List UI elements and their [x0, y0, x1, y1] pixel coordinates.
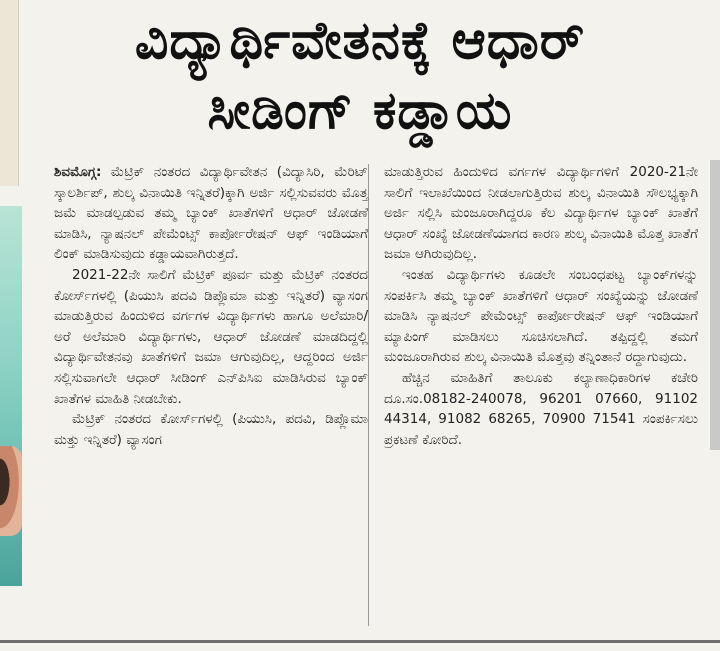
paragraph: ಮೆಟ್ರಿಕ್ ನಂತರದ ಕೋರ್ಸ್‌ಗಳಲ್ಲಿ (ಪಿಯುಸಿ, ಪದವಿ, ಡಿಪ್ಲೊಮಾ ಮತ್ತು ಇನ್ನಿತರೆ) ವ್ಯಾಸಂಗ	[54, 411, 368, 448]
article-column-right	[384, 162, 698, 632]
adjacent-article-edge-right	[710, 160, 720, 450]
bottom-rule	[0, 640, 720, 643]
adjacent-photo-figure	[0, 446, 22, 536]
paragraph: ಹೆಚ್ಚಿನ ಮಾಹಿತಿಗೆ ತಾಲೂಕು ಕಲ್ಯಾಣಾಧಿಕಾರಿಗಳ ಕಚೇರಿ ದೂ.ಸಂ.08182-240078, 96201 07660, 91102 44314, 91082 68265, 70900 71541 ಸಂಪರ್ಕಿಸಲು ಪ್ರಕಟಣೆ ಕೋರಿದೆ.	[384, 369, 698, 448]
dateline: ಶಿವಮೊಗ್ಗ:	[54, 164, 102, 180]
adjacent-photo-edge	[0, 206, 22, 586]
article-column-left	[54, 162, 368, 632]
paragraph	[54, 162, 368, 265]
headline-line-1: ವಿದ್ಯಾರ್ಥಿವೇತನಕ್ಕೆ ಆಧಾರ್	[134, 11, 586, 71]
headline	[40, 6, 680, 146]
headline-line-2: ಸೀಡಿಂಗ್ ಕಡ್ಡಾಯ	[207, 81, 513, 141]
paragraph: ಮಾಡುತ್ತಿರುವ ಹಿಂದುಳಿದ ವರ್ಗಗಳ ವಿದ್ಯಾರ್ಥಿಗಳಿಗೆ 2020-21ನೇ ಸಾಲಿಗೆ ಇಲಾಖೆಯಿಂದ ನೀಡಲಾಗುತ್ತಿರುವ ಶುಲ್ಕ ವಿನಾಯಿತಿ ಸೌಲಭ್ಯಕ್ಕಾಗಿ ಅರ್ಜಿ ಸಲ್ಲಿಸಿ ಮಂಜೂರಾಗಿದ್ದರೂ ಕೆಲ ವಿದ್ಯಾರ್ಥಿಗಳ ಬ್ಯಾಂಕ್ ಖಾತೆಗೆ ಆಧಾರ್ ಸಂಖ್ಯೆ ಜೋಡಣೆಯಾಗದ ಕಾರಣ ಶುಲ್ಕ ವಿನಾಯಿತಿ ಮೊತ್ತ ಖಾತೆಗೆ ಜಮಾ ಆಗಿರುವುದಿಲ್ಲ.	[384, 164, 698, 263]
adjacent-article-edge-top	[0, 0, 19, 186]
paragraph-text: ಮೆಟ್ರಿಕ್ ನಂತರದ ವಿದ್ಯಾರ್ಥಿವೇತನ (ವಿದ್ಯಾಸಿರಿ, ಮೆರಿಟ್ ಸ್ಕಾಲರ್ಶಿಪ್, ಶುಲ್ಕ ವಿನಾಯಿತಿ ಇನ್ನಿತರೆ)ಕ್ಕಾಗಿ ಅರ್ಜಿ ಸಲ್ಲಿಸುವವರು ಮೊತ್ತ ಜಮೆ ಮಾಡಲ್ಪಡುವ ತಮ್ಮ ಬ್ಯಾಂಕ್ ಖಾತೆಗಳಿಗೆ ಆಧಾರ್ ಜೋಡಣೆ ಮಾಡಿಸಿ, ನ್ಯಾಷನಲ್ ಪೇಮೆಂಟ್ಸ್ ಕಾರ್ಪೋರೇಷನ್ ಆಫ್ ಇಂಡಿಯಾಗೆ ಲಿಂಕ್ ಮಾಡಿಸುವುದು ಕಡ್ಡಾಯವಾಗಿರುತ್ತದೆ.	[54, 164, 368, 263]
paragraph: ಇಂತಹ ವಿದ್ಯಾರ್ಥಿಗಳು ಕೂಡಲೇ ಸಂಬಂಧಪಟ್ಟ ಬ್ಯಾಂಕ್‌ಗಳನ್ನು ಸಂಪರ್ಕಿಸಿ ತಮ್ಮ ಬ್ಯಾಂಕ್ ಖಾತೆಗಳಿಗೆ ಆಧಾರ್ ಸಂಖ್ಯೆಯನ್ನು ಜೋಡಣೆ ಮಾಡಿಸಿ ನ್ಯಾಷನಲ್ ಪೇಮೆಂಟ್ಸ್ ಕಾರ್ಪೋರೇಷನ್ ಆಫ್ ಇಂಡಿಯಾಗೆ ಮ್ಯಾಪಿಂಗ್ ಮಾಡಿಸಲು ಸೂಚಿಸಲಾಗಿದೆ. ತಪ್ಪಿದ್ದಲ್ಲಿ ತಮಗೆ ಮಂಜೂರಾಗಿರುವ ಶುಲ್ಕ ವಿನಾಯಿತಿ ಮೊತ್ತವು ತನ್ನಿಂತಾನೆ ರದ್ದಾಗುವುದು.	[384, 266, 698, 366]
article-body	[54, 162, 702, 632]
paragraph: 2021-22ನೇ ಸಾಲಿಗೆ ಮೆಟ್ರಿಕ್ ಪೂರ್ವ ಮತ್ತು ಮೆಟ್ರಿಕ್ ನಂತರದ ಕೋರ್ಸ್‌ಗಳಲ್ಲಿ (ಪಿಯುಸಿ ಪದವಿ ಡಿಪ್ಲೊಮಾ ಮತ್ತು ಇನ್ನಿತರೆ) ವ್ಯಾಸಂಗ ಮಾಡುತ್ತಿರುವ ಹಿಂದುಳಿದ ವರ್ಗಗಳ ವಿದ್ಯಾರ್ಥಿಗಳು ಹಾಗೂ ಅಲೆಮಾರಿ/ಅರೆ ಅಲೆಮಾರಿ ವಿದ್ಯಾರ್ಥಿಗಳು, ಆಧಾರ್ ಜೋಡಣೆ ಮಾಡದಿದ್ದಲ್ಲಿ ವಿದ್ಯಾರ್ಥಿವೇತನವು ಖಾತೆಗಳಿಗೆ ಜಮಾ ಆಗುವುದಿಲ್ಲ, ಆದ್ದರಿಂದ ಅರ್ಜಿ ಸಲ್ಲಿಸುವಾಗಲೇ ಆಧಾರ್ ಸೀಡಿಂಗ್ ಎನ್‌ಪಿಸಿಐ ಮಾಡಿಸಿರುವ ಬ್ಯಾಂಕ್ ಖಾತೆಗಳ ಮಾಹಿತಿ ನೀಡಬೇಕು.	[54, 266, 368, 407]
